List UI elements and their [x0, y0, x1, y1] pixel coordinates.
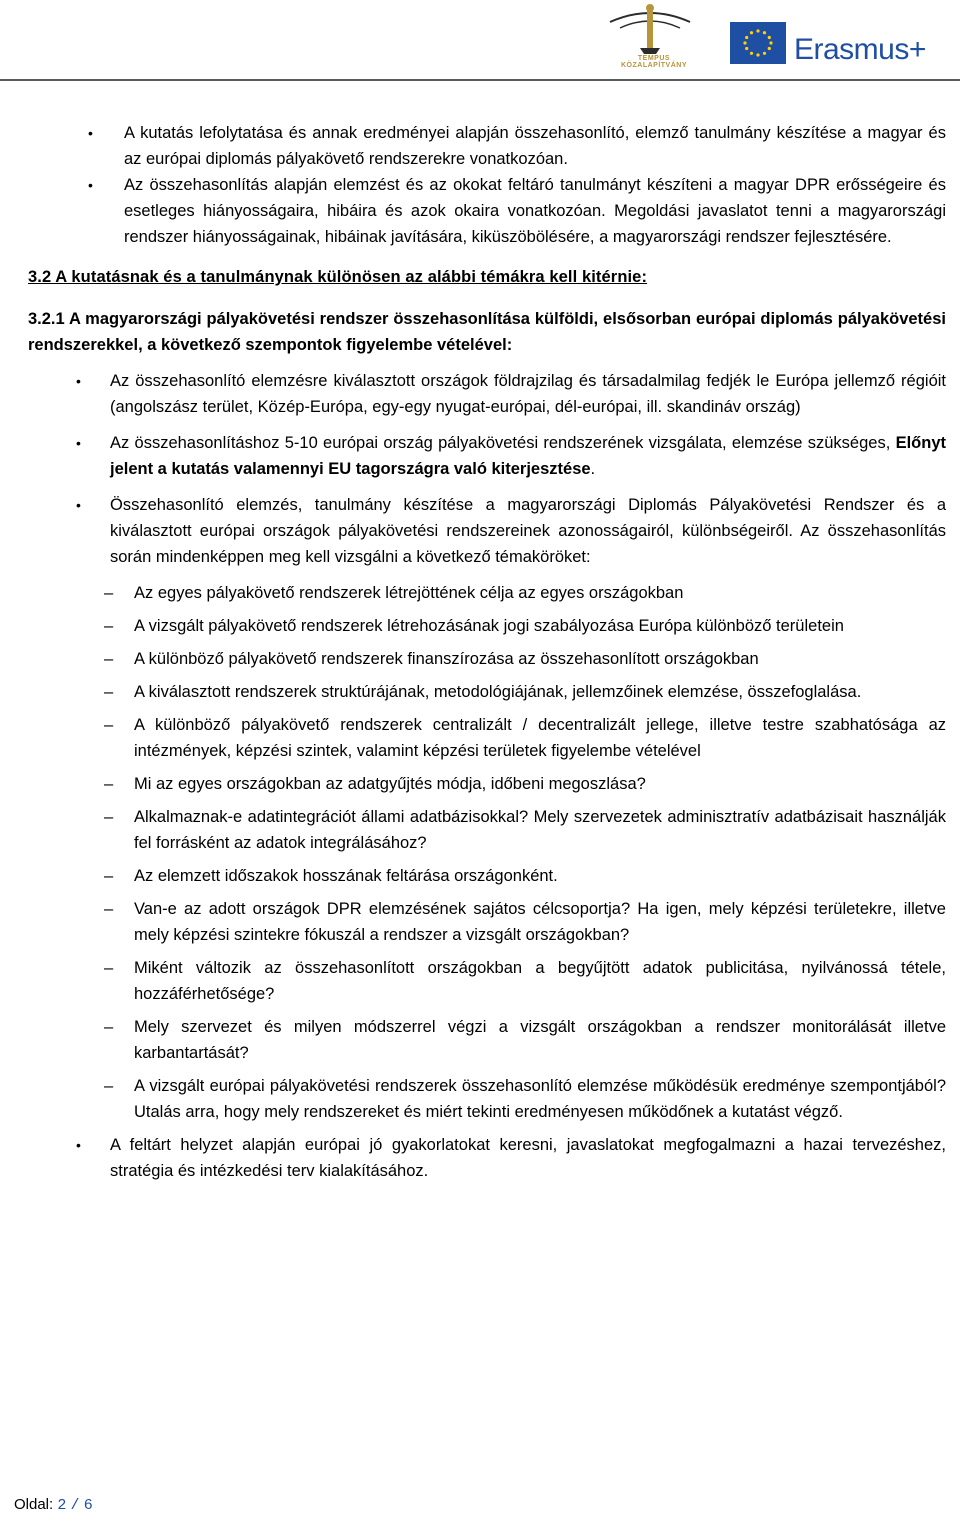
dash-item: – A különböző pályakövető rendszerek finanszírozása az összehasonlított országokban	[104, 646, 946, 672]
page-footer	[14, 1496, 93, 1514]
dash-icon: –	[104, 808, 114, 826]
dash-item: – Az egyes pályakövető rendszerek létrejöttének célja az egyes országokban	[104, 580, 946, 606]
dash-icon: –	[104, 867, 114, 885]
intro-bullet: • A kutatás lefolytatása és annak eredményei alapján összehasonlító, elemző tanulmány készítése a magyar és az európai diplomás pályakövető rendszerekre vonatkozóan.	[88, 120, 946, 172]
dash-icon: –	[104, 959, 114, 977]
dash-list	[104, 580, 946, 1125]
dash-icon: –	[104, 900, 114, 918]
topic-bullet: • Az összehasonlító elemzésre kiválasztott országok földrajzilag és társadalmilag fedjék le Európa jellemző régióit (angolszász terület, Közép-Európa, egy-egy nyugat-európai, dél-európai, ill. skandináv ország)	[76, 368, 946, 420]
dash-icon: –	[104, 1077, 114, 1095]
eu-flag-icon	[730, 22, 786, 64]
dash-item: – Miként változik az összehasonlított országokban a begyűjtött adatok publicitása, nyilvánossá tétele, hozzáférhetősége?	[104, 955, 946, 1007]
dash-icon: –	[104, 716, 114, 734]
page-current: 2	[57, 1497, 67, 1514]
emphasis-text: Előnyt jelent a kutatás valamennyi EU tagországra való kiterjesztése	[110, 434, 946, 478]
dash-icon: –	[104, 584, 114, 602]
page-separator: /	[70, 1497, 80, 1514]
dash-item: – A vizsgált pályakövető rendszerek létrehozásának jogi szabályozása Európa különböző területein	[104, 613, 946, 639]
intro-bullet: • Az összehasonlítás alapján elemzést és az okokat feltáró tanulmányt készíteni a magyar DPR erősségeire és esetleges hiányosságaira, hibáira és azok okaira vonatkozóan. Megoldási javaslatot tenni a magyarországi rendszer hiányosságainak, hibáinak javítására, kiküszöbölésére, a magyarországi rendszer fejlesztésére.	[88, 172, 946, 250]
page-total: 6	[83, 1497, 93, 1514]
dash-icon: –	[104, 650, 114, 668]
dash-item: – Alkalmaznak-e adatintegrációt állami adatbázisokkal? Mely szervezetek adminisztratív adatbázisait használják fel forrásként az adatok integrálásához?	[104, 804, 946, 856]
bullet-icon: •	[76, 373, 81, 389]
document-body	[28, 120, 946, 1194]
bullet-icon: •	[76, 435, 81, 451]
topic-list	[76, 368, 946, 1184]
section-heading-3-2-1: 3.2.1 A magyarországi pályakövetési rendszer összehasonlítása külföldi, elsősorban európai diplomás pályakövetési rendszerekkel, a következő szempontok figyelembe vételével:	[28, 310, 946, 354]
erasmus-plus-logo-text: Erasmus+	[794, 33, 926, 66]
dash-item: – Mi az egyes országokban az adatgyűjtés módja, időbeni megoszlása?	[104, 771, 946, 797]
topic-bullet: • Az összehasonlításhoz 5-10 európai ország pályakövetési rendszerének vizsgálata, elemzése szükséges, Előnyt jelent a kutatás valamennyi EU tagországra való kiterjesztése.	[76, 430, 946, 482]
bullet-icon: •	[76, 1137, 81, 1153]
dash-icon: –	[104, 617, 114, 635]
bullet-icon: •	[88, 177, 93, 193]
tempus-caption: TEMPUS KÖZALAPÍTVÁNY	[621, 55, 687, 69]
dash-item: – A vizsgált európai pályakövetési rendszerek összehasonlító elemzése működésük eredménye szempontjából? Utalás arra, hogy mely rendszereket és miért tekinti eredményesen működőnek a kutatást végző.	[104, 1073, 946, 1125]
header-logos	[600, 0, 960, 75]
bullet-icon: •	[76, 497, 81, 513]
dash-item: – A kiválasztott rendszerek struktúrájának, metodológiájának, jellemzőinek elemzése, összefoglalása.	[104, 679, 946, 705]
dash-icon: –	[104, 1018, 114, 1036]
section-heading-3-2: 3.2 A kutatásnak és a tanulmánynak különösen az alábbi témákra kell kitérnie:	[28, 268, 648, 286]
dash-item: – Mely szervezet és milyen módszerrel végzi a vizsgált országokban a rendszer monitorálását illetve karbantartását?	[104, 1014, 946, 1066]
bullet-icon: •	[88, 125, 93, 141]
dash-icon: –	[104, 683, 114, 701]
dash-item: – Van-e az adott országok DPR elemzésének sajátos célcsoportja? Ha igen, mely képzési területekre, illetve mely képzési szintekre fókuszál a rendszer a vizsgált országokban?	[104, 896, 946, 948]
header-divider	[0, 79, 960, 81]
topic-bullet: • A feltárt helyzet alapján európai jó gyakorlatokat keresni, javaslatokat megfogalmazni a hazai tervezéshez, stratégia és intézkedési terv kialakításához.	[76, 1132, 946, 1184]
dash-icon: –	[104, 775, 114, 793]
page-label: Oldal:	[14, 1496, 54, 1513]
dash-item: – A különböző pályakövető rendszerek centralizált / decentralizált jellege, illetve testre szabhatósága az intézmények, képzési szintek, valamint képzési területek figyelembe vételével	[104, 712, 946, 764]
topic-bullet: • Összehasonlító elemzés, tanulmány készítése a magyarországi Diplomás Pályakövetési Rendszer és a kiválasztott európai országok pályakövetési rendszereinek azonosságairól, különbségeiről. Az összehasonlítás során mindenképpen meg kell vizsgálni a következő témaköröket:	[76, 492, 946, 570]
dash-item: – Az elemzett időszakok hosszának feltárása országonként.	[104, 863, 946, 889]
